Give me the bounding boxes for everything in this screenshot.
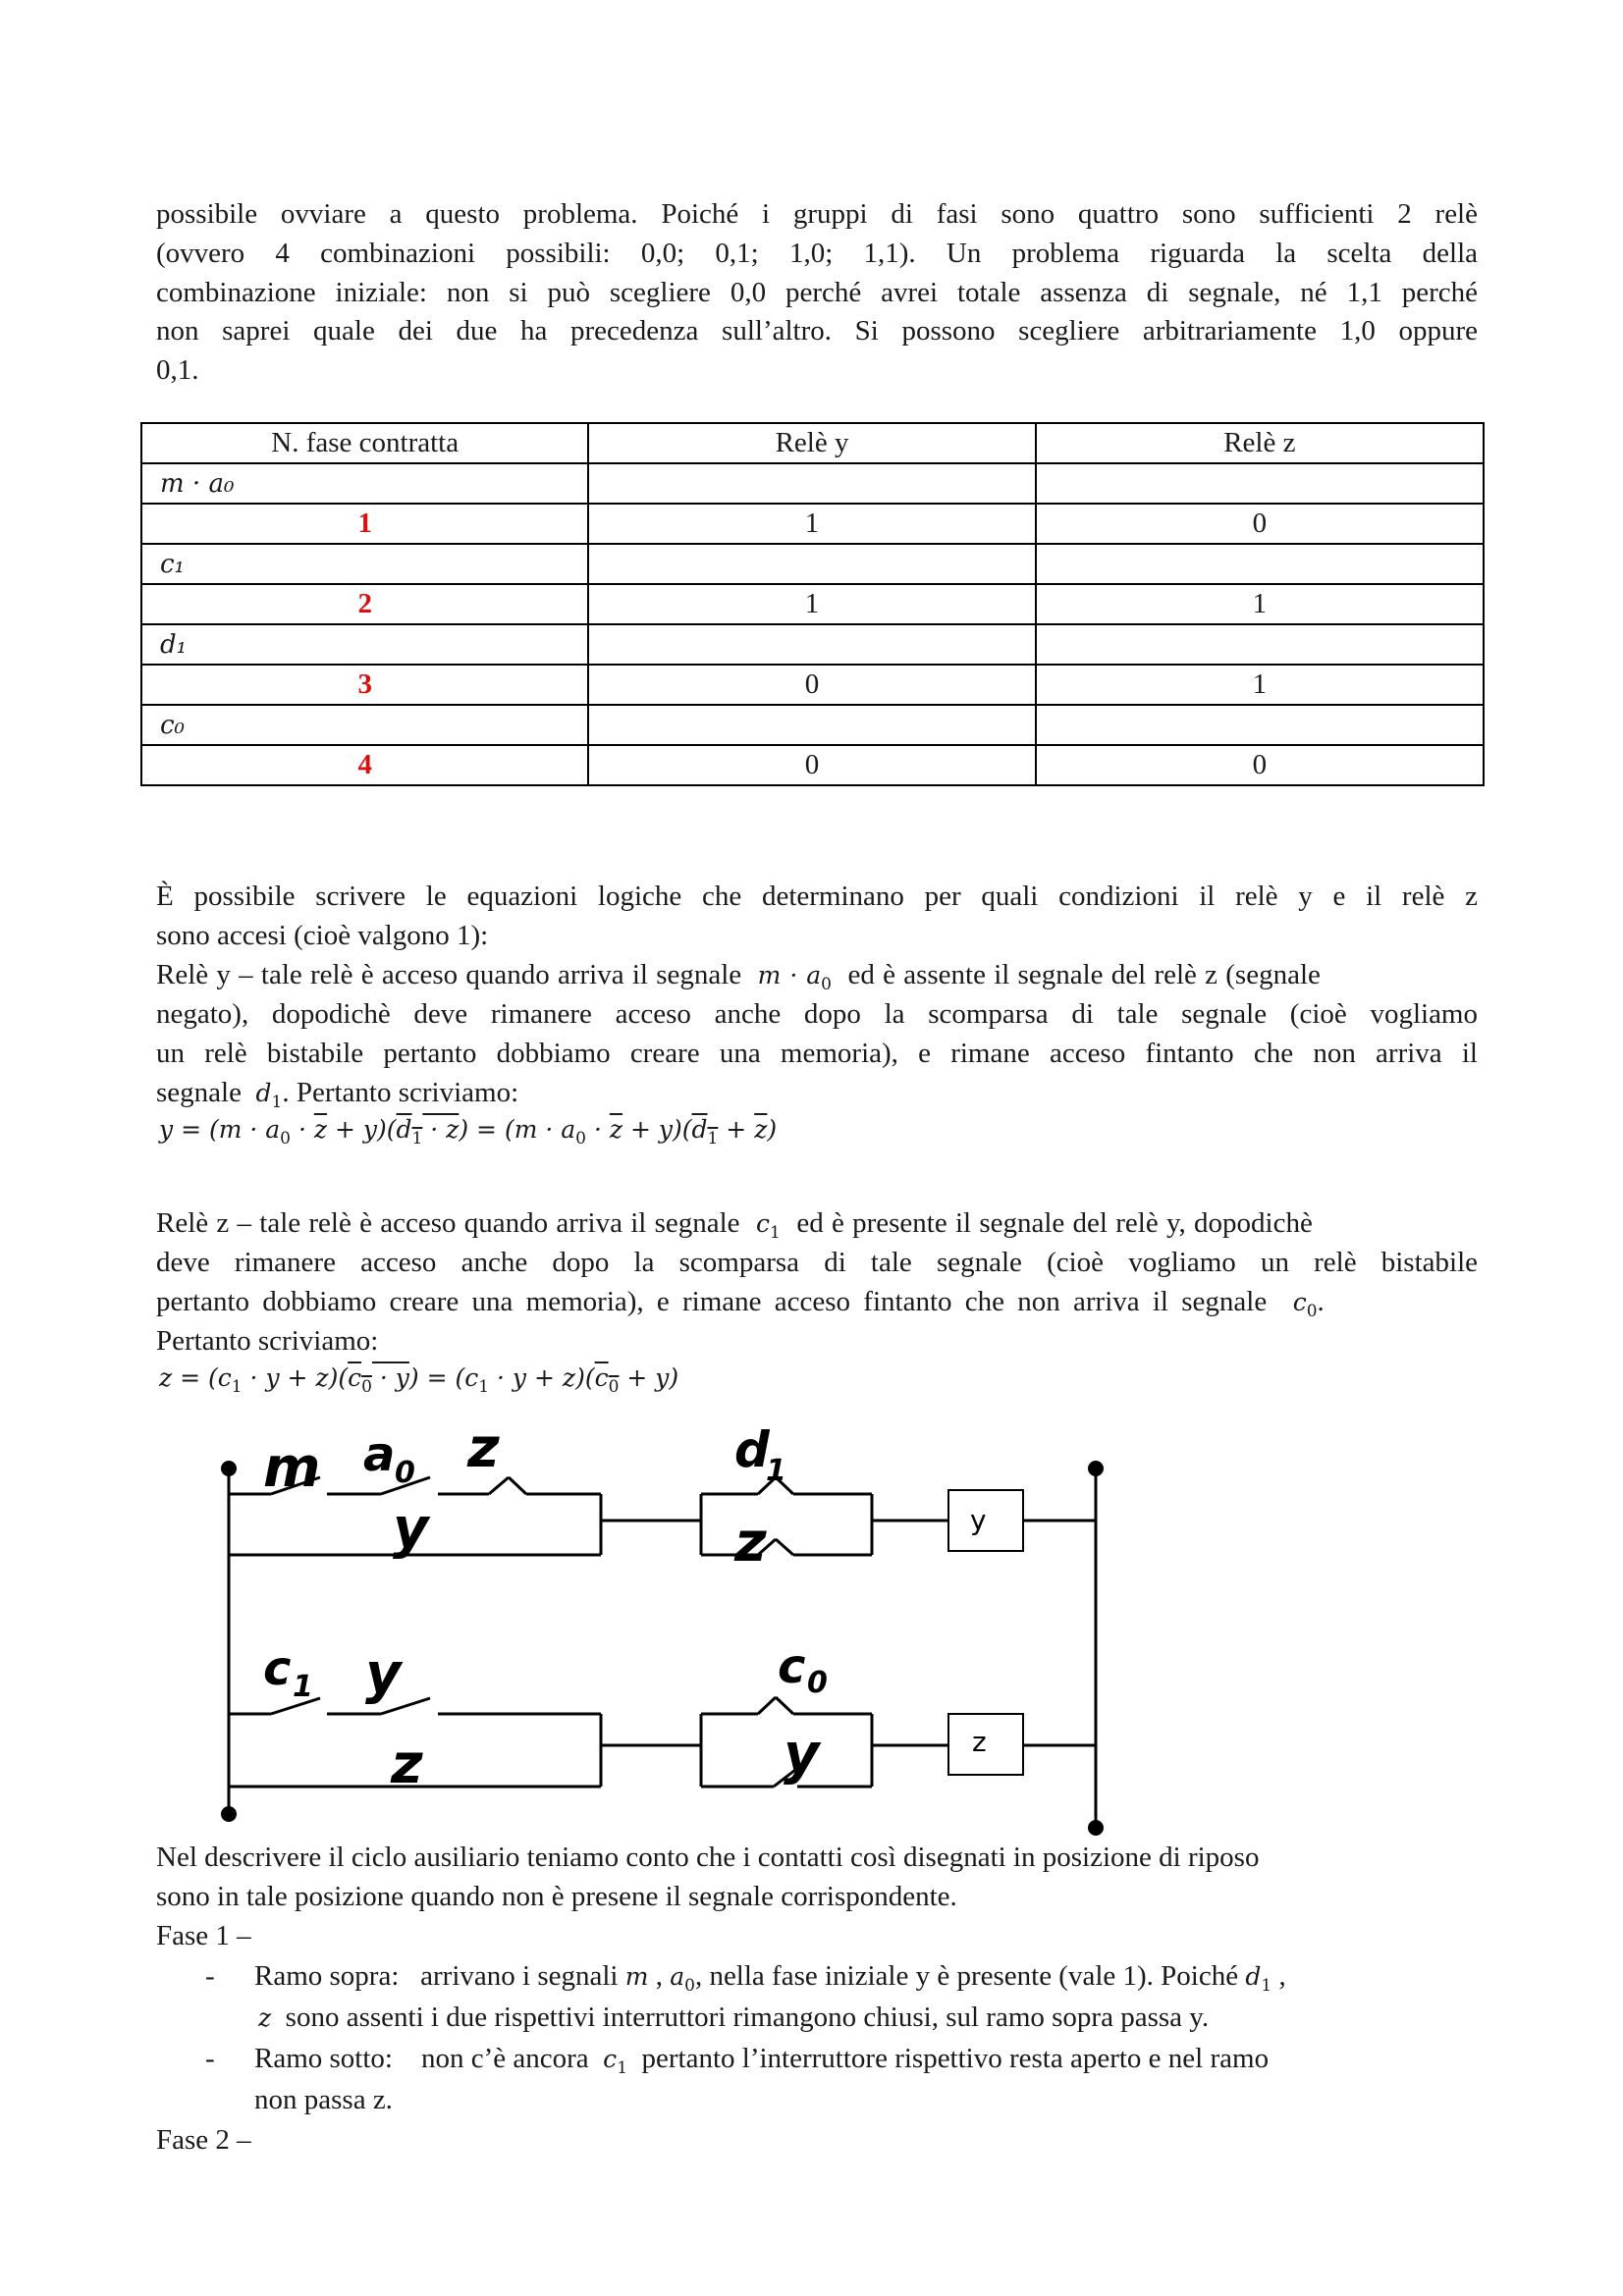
para2-line-2: sono accesi (cioè valgono 1): [156,920,489,951]
relay-z-cell [1036,624,1484,665]
relay-table [140,422,1485,786]
terminal-dot [1088,1820,1104,1836]
label-d1-sub: 1 [766,1454,786,1488]
label-z-1: z [467,1416,500,1480]
contact-d1-nc [758,1477,776,1494]
label-c0-sub: 0 [807,1666,828,1700]
label-a0-sub: 0 [395,1456,415,1490]
relay-z-cell: 1 [1036,584,1484,624]
relay-z-cell [1036,463,1484,504]
relay-y-cell: 0 [588,745,1035,785]
table-header: Relè z [1036,423,1484,463]
equation-z: $z = (c_1 \cdot y + z)(c_0 \cdot y) = (c_1 \cdot y + z)(c_0 + y)$ [159,1363,679,1397]
table-row [141,544,1484,584]
para4-line-2: sono in tale posizione quando non è presene il segnale corrispondente. [156,1881,957,1912]
relay-y-cell [588,624,1035,665]
label-c0: c [778,1639,806,1694]
table-header: Relè y [588,423,1035,463]
label-y-1: y [393,1497,429,1561]
signal-cell: c₀ [141,705,588,745]
table-row [141,745,1484,785]
para2-line-3: Relè y – tale relè è acceso quando arriva il segnale $m \cdot a_0$ ed è assente il segnale del relè z (segnale [156,959,1321,994]
table-row [141,463,1484,504]
para2-line-1: È possibile scrivere le equazioni logiche che determinano per quali condizioni il relè y e il relè z [156,881,1478,912]
list-item-ramo-sopra-cont: z sono assenti i due rispettivi interruttori rimangono chiusi, sul ramo sopra passa y. [258,2002,1210,2033]
label-c1: c [263,1641,292,1696]
phase-1-heading: Fase 1 – [156,1920,251,1951]
relay-z-cell [1036,705,1484,745]
table-row [141,584,1484,624]
label-z-3: z [391,1733,423,1796]
phase-number-cell: 3 [141,665,588,705]
relay-y-cell [588,705,1035,745]
relay-z-label: z [972,1726,987,1758]
para2-line-5: un relè bistabile pertanto dobbiamo creare una memoria), e rimane acceso fintanto che non arriva il [156,1038,1478,1069]
relay-z-cell: 0 [1036,745,1484,785]
table-header-row [141,423,1484,463]
relay-y-cell: 1 [588,504,1035,544]
label-d1: d [734,1421,770,1478]
contact-z-nc-2 [758,1539,776,1555]
relay-y-cell [588,544,1035,584]
table-row [141,705,1484,745]
table-row [141,624,1484,665]
contact-m [271,1477,320,1494]
list-item-ramo-sotto: - Ramo sotto: non c’è ancora $c_1$ pertanto l’interruttore rispettivo resta aperto e nel ramo [205,2043,1270,2078]
intro-line-1: possibile ovviare a questo problema. Poiché i gruppi di fasi sono quattro sono sufficienti 2 relè [156,198,1478,230]
para3-line-3: pertanto dobbiamo creare una memoria), e rimane acceso fintanto che non arriva il segnale $c_0$. [156,1286,1325,1321]
relay-y-label: y [970,1504,987,1536]
list-item-ramo-sotto-cont: non passa z. [254,2084,393,2115]
relay-z-cell: 1 [1036,665,1484,705]
contact-a0 [381,1477,430,1494]
relay-z-cell: 0 [1036,504,1484,544]
para2-line-6: segnale $d_1$. Pertanto scriviamo: [156,1077,519,1112]
terminal-dot [1088,1461,1104,1476]
intro-line-3: combinazione iniziale: non si può scegliere 0,0 perché avrei totale assenza di segnale, né 1,1 perché [156,277,1478,308]
phase-2-heading: Fase 2 – [156,2124,251,2156]
para2-line-4: negato), dopodichè deve rimanere acceso anche dopo la scomparsa di tale segnale (cioè vogliamo [156,998,1478,1030]
equation-y: $y = (m \cdot a_0 \cdot \overline{z} + y)(d_1 \cdot z) = (m \cdot a_0 \cdot \overline{z} + y)(d_1 + \overline{z})$ [159,1115,778,1148]
intro-line-4: non saprei quale dei due ha precedenza sull’altro. Si possono scegliere arbitrariamente 1,0 oppure [156,315,1478,347]
label-m: m [263,1436,321,1500]
list-item-ramo-sopra: - Ramo sopra: arrivano i segnali m , $a_0$, nella fase iniziale y è presente (vale 1). Poiché $d_1$ , [205,1960,1286,1996]
label-z-2: z [734,1511,767,1575]
para4-line-1: Nel descrivere il ciclo ausiliario teniamo conto che i contatti così disegnati in posizione di riposo [156,1842,1260,1873]
contact-c1 [271,1698,320,1714]
terminal-dot [221,1461,237,1476]
signal-cell: c₁ [141,544,588,584]
relay-y-cell: 0 [588,665,1035,705]
contact-y-2 [774,1770,795,1787]
table-row [141,665,1484,705]
intro-line-5: 0,1. [156,354,199,386]
relay-z-coil [948,1714,1023,1775]
intro-line-2: (ovvero 4 combinazioni possibili: 0,0; 0,1; 1,0; 1,1). Un problema riguarda la scelta della [156,238,1478,269]
relay-y-coil [948,1490,1023,1551]
relay-y-cell: 1 [588,584,1035,624]
table-header: N. fase contratta [141,423,588,463]
terminal-dot [221,1806,237,1822]
phase-number-cell: 2 [141,584,588,624]
para3-line-2: deve rimanere acceso anche dopo la scomparsa di tale segnale (cioè vogliamo un relè bistabile [156,1247,1478,1278]
contact-c0-nc [758,1697,776,1714]
contact-z-nc [489,1477,509,1494]
phase-number-cell: 1 [141,504,588,544]
para3-line-1: Relè z – tale relè è acceso quando arriva il segnale $c_1$ ed è presente il segnale del relè y, dopodichè [156,1207,1313,1243]
relay-z-cell [1036,544,1484,584]
phase-number-cell: 4 [141,745,588,785]
label-y-2: y [365,1642,402,1706]
contact-y [381,1698,430,1714]
table-row [141,504,1484,544]
label-y-3: y [784,1723,820,1787]
label-c1-sub: 1 [293,1670,313,1704]
signal-cell: d₁ [141,624,588,665]
relay-y-cell [588,463,1035,504]
signal-cell: m · a₀ [141,463,588,504]
para3-line-4: Pertanto scriviamo: [156,1325,379,1357]
label-a0: a [363,1427,396,1482]
